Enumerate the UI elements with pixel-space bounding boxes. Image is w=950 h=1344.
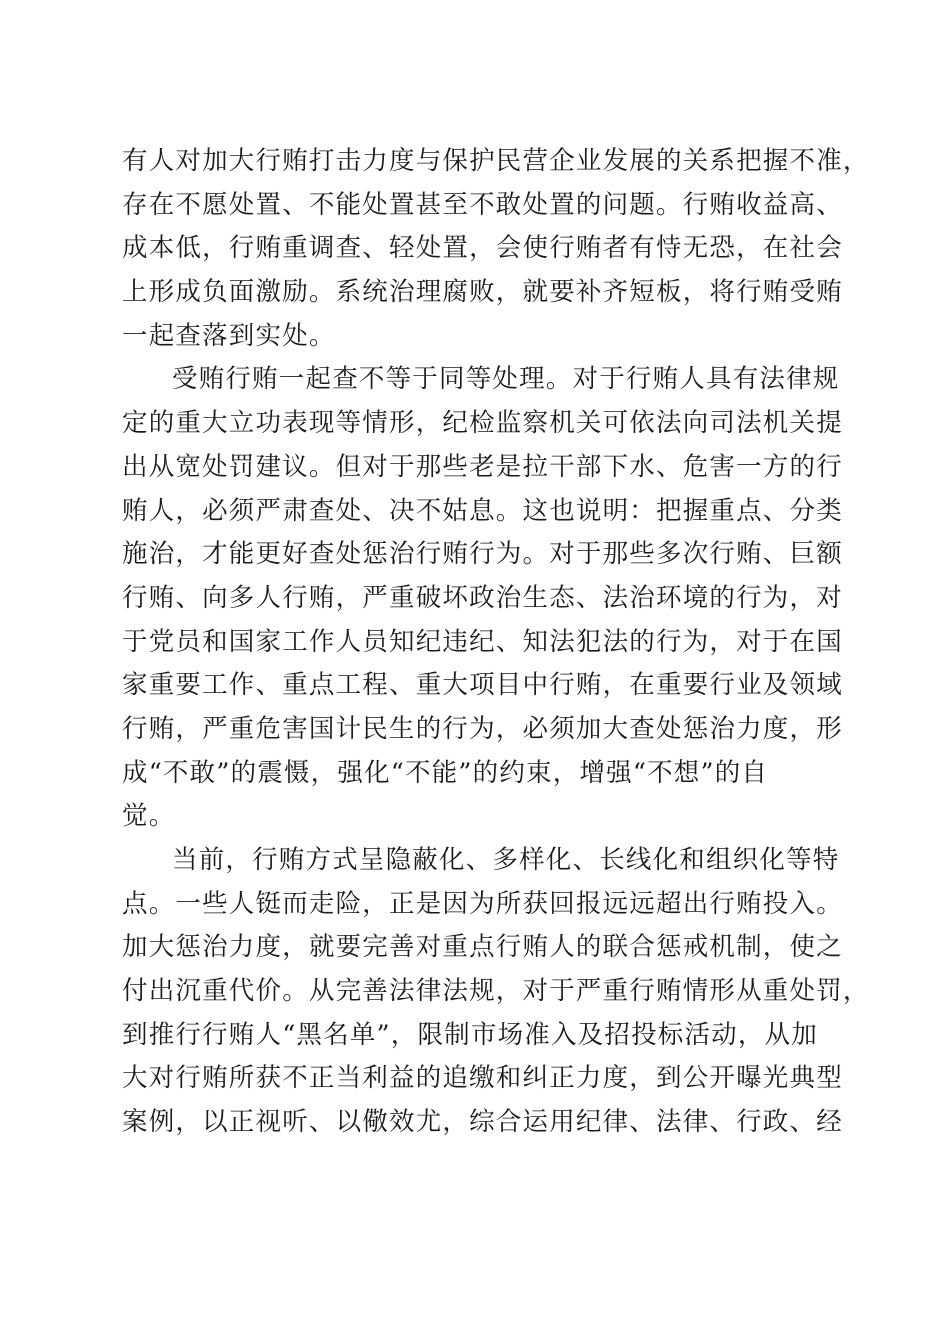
text-line: 行贿，严重危害国计民生的行为，必须加大查处惩治力度，形	[122, 713, 843, 744]
text-line: 贿人，必须严肃查处、决不姑息。这也说明：把握重点、分类	[122, 495, 843, 526]
text-line: 成“不敢”的震慑，强化“不能”的约束，增强“不想”的自	[122, 757, 769, 788]
text-line: 一起查落到实处。	[122, 320, 336, 351]
text-line: 觉。	[122, 801, 176, 832]
text-line: 行贿、向多人行贿，严重破坏政治生态、法治环境的行为，对	[122, 582, 843, 613]
text-line: 有人对加大行贿打击力度与保护民营企业发展的关系把握不准，	[122, 146, 870, 176]
paragraph-first-line: 受贿行贿一起查不等于同等处理。对于行贿人具有法律规	[172, 364, 840, 395]
text-line: 大对行贿所获不正当利益的追缴和纠正力度，到公开曝光典型	[122, 1063, 843, 1094]
text-line: 施治，才能更好查处惩治行贿行为。对于那些多次行贿、巨额	[122, 539, 843, 570]
text-line: 于党员和国家工作人员知纪违纪、知法犯法的行为，对于在国	[122, 626, 843, 657]
text-line: 付出沉重代价。从完善法律法规，对于严重行贿情形从重处罚，	[122, 976, 870, 1007]
text-line: 加大惩治力度，就要完善对重点行贿人的联合惩戒机制，使之	[122, 932, 843, 963]
text-line: 到推行行贿人“黑名单”，限制市场准入及招投标活动，从加	[122, 1019, 818, 1050]
paragraph-first-line: 当前，行贿方式呈隐蔽化、多样化、长线化和组织化等特	[172, 845, 840, 875]
text-line: 定的重大立功表现等情形，纪检监察机关可依法向司法机关提	[122, 408, 843, 439]
text-line: 出从宽处罚建议。但对于那些老是拉干部下水、危害一方的行	[122, 451, 843, 482]
text-line: 家重要工作、重点工程、重大项目中行贿，在重要行业及领域	[122, 670, 843, 701]
text-line: 上形成负面激励。系统治理腐败，就要补齐短板，将行贿受贿	[122, 277, 843, 308]
text-line: 成本低，行贿重调查、轻处置，会使行贿者有恃无恐，在社会	[122, 233, 843, 264]
text-line: 案例，以正视听、以儆效尤，综合运用纪律、法律、行政、经	[122, 1107, 843, 1138]
text-line: 存在不愿处置、不能处置甚至不敢处置的问题。行贿收益高、	[122, 189, 843, 220]
body-text	[122, 140, 870, 1145]
text-line: 点。一些人铤而走险，正是因为所获回报远远超出行贿投入。	[122, 888, 843, 919]
